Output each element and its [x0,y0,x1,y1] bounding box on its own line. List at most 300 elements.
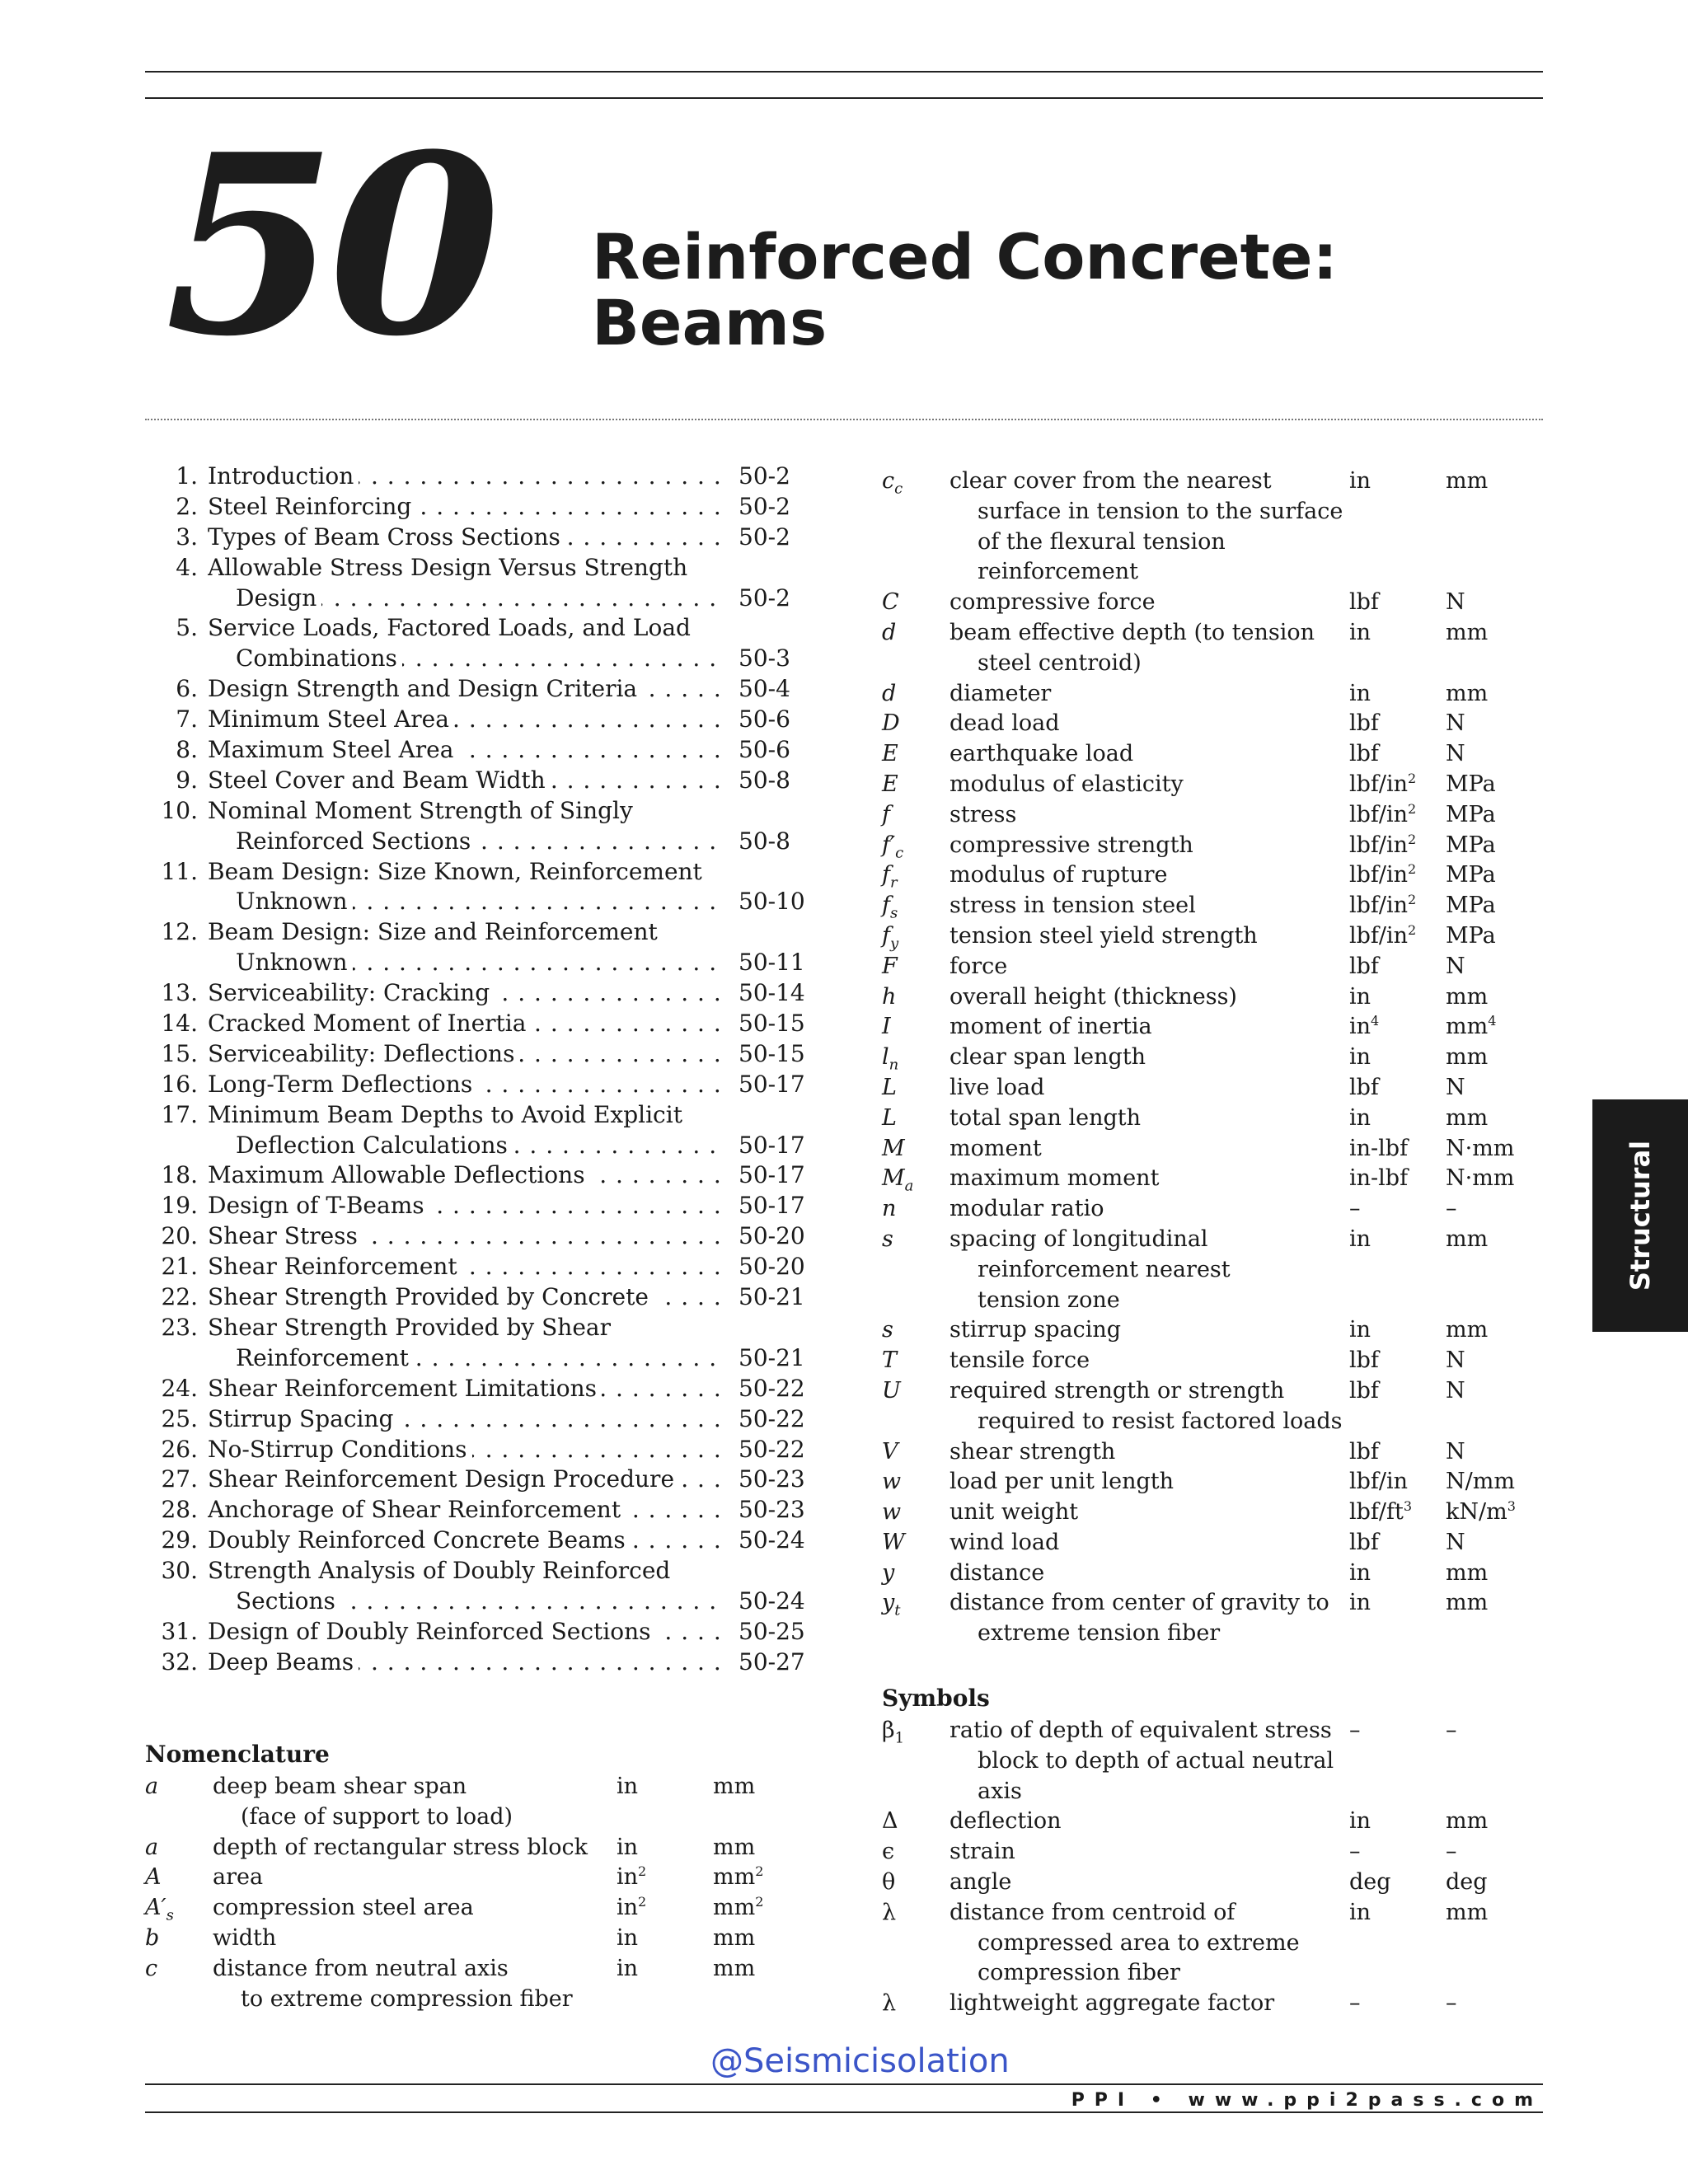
definition: diameter [950,680,1052,706]
nomenclature-row [145,1893,807,1924]
toc-page: 50-2 [727,523,796,553]
watermark: @Seismicisolation [710,2042,1010,2080]
nomenclature-row [882,1225,1556,1255]
nomenclature-row [882,1868,1556,1898]
nomenclature-row [882,1376,1556,1407]
si-unit [741,1802,807,1833]
si-unit: N [1446,741,1465,767]
nomenclature-row [882,1558,1556,1589]
toc-entry[interactable] [145,766,796,796]
nomenclature-row [882,1194,1556,1225]
nomenclature-row-continued [882,1286,1556,1316]
toc-entry[interactable] [145,1495,805,1526]
nomenclature-row [882,1837,1556,1868]
symbol [882,1286,950,1316]
si-unit: N [1446,1074,1465,1100]
si-unit: MPa [1446,832,1496,858]
symbol: A [145,1864,162,1891]
si-unit: N [1446,710,1465,737]
symbol: b [145,1924,160,1951]
toc-page: 50-17 [727,1070,796,1100]
toc-number: 20. [161,1222,198,1250]
us-unit [1377,1929,1474,1959]
toc-entry[interactable] [145,705,796,735]
toc-title-text: No-Stirrup Conditions [208,1436,472,1463]
nomenclature-row [882,952,1556,982]
toc-number: 6. [176,675,198,703]
nomenclature-row [882,1315,1556,1346]
definition: wind load [950,1529,1060,1555]
toc-entry[interactable] [145,1374,805,1404]
nomenclature-row [882,1104,1556,1134]
us-unit: lbf/$in^2$ [1349,770,1417,797]
si-unit: – [1446,1718,1457,1743]
header-divider [145,419,1543,420]
symbol: d [882,680,897,706]
nomenclature-heading: Nomenclature [145,1741,330,1768]
definition: reinforcement [978,559,1138,585]
toc-title-text: Types of Beam Cross Sections [208,523,565,551]
symbol [882,557,950,588]
toc-entry[interactable] [145,1100,796,1131]
toc-title-text: Nominal Moment Strength of Singly [208,797,638,824]
si-unit: $mm^4$ [1446,1013,1497,1040]
toc-title-text: Stirrup Spacing [208,1405,398,1432]
si-unit [1474,1777,1556,1807]
si-unit: mm [713,1774,756,1799]
definition: clear cover from the nearest [950,468,1272,494]
nomenclature-row [882,1134,1556,1165]
us-unit: in [1349,983,1372,1010]
us-unit: in [617,1774,639,1799]
us-unit: lbf/in [1349,1469,1409,1495]
toc-number: 11. [161,857,198,885]
nomenclature-row [882,921,1556,952]
symbol: c [145,1955,158,1981]
chapter-title [592,220,1338,359]
nomenclature-row-continued [882,1929,1556,1959]
symbol [882,1746,950,1777]
nomenclature-row-continued [882,1255,1556,1286]
toc-entry[interactable] [145,1404,805,1435]
toc-title-text: Maximum Allowable Deflections [208,1161,590,1188]
toc-page: 50-25 [727,1617,796,1647]
us-unit: in [617,1955,639,1981]
toc-number: 31. [161,1617,198,1645]
us-unit [1377,1407,1474,1437]
definition: distance from centroid of [950,1899,1236,1925]
toc-page [727,613,796,644]
symbol [882,1255,950,1286]
toc-entry-continued [145,1343,805,1374]
toc-number: 29. [161,1526,198,1554]
toc-entry[interactable] [145,1435,805,1465]
us-unit: lbf/$in^2$ [1349,892,1417,919]
symbol: λ [882,1990,897,2017]
symbol: $f_y$ [882,922,899,953]
definition: shear strength [950,1438,1116,1465]
toc-title [208,1617,727,1647]
toc-entry[interactable] [145,1465,805,1495]
si-unit: mm [1446,1899,1489,1925]
symbol: f [882,801,890,827]
toc-page: 50-24 [727,1526,796,1556]
toc-entry[interactable] [145,917,796,948]
toc-number: 10. [161,796,198,824]
us-unit: in [1349,1559,1372,1586]
toc-entry[interactable] [145,674,796,705]
symbol: D [882,710,900,737]
definition: steel centroid) [978,649,1142,676]
definition: unit weight [950,1499,1079,1526]
footer-rule-2 [145,2111,1543,2113]
nomenclature-row [882,982,1556,1013]
toc-entry[interactable] [145,1252,805,1282]
footer-rule [145,2083,1543,2085]
toc-number: 27. [161,1465,198,1493]
toc-page: 50-21 [727,1343,796,1374]
definition: clear span length [950,1044,1146,1071]
toc-page: 50-22 [727,1404,796,1435]
toc-entry[interactable] [145,978,805,1009]
toc-entry[interactable] [145,735,796,766]
symbol [882,1958,950,1989]
symbol: w [882,1499,902,1526]
toc-page: 50-17 [727,1191,796,1221]
si-unit: N [1446,589,1465,616]
toc-entry-continued [145,827,796,857]
toc-number: 25. [161,1404,198,1432]
si-unit [1474,1255,1556,1286]
definition: required strength or strength [950,1377,1285,1404]
symbol: $f_r$ [882,862,898,892]
toc-title-text: Serviceability: Deflections [208,1040,519,1067]
toc-entry[interactable] [145,462,796,492]
definition: ratio of depth of equivalent stress [950,1718,1332,1743]
toc-entry[interactable] [145,1160,805,1191]
toc-title-text: Steel Reinforcing [208,493,416,520]
toc-title-cont-text: Combinations [236,644,402,672]
toc-title-text: Anchorage of Shear Reinforcement [208,1496,626,1523]
toc-entry-continued [145,583,796,614]
toc-number: 16. [161,1070,198,1098]
toc-page [727,1556,796,1586]
toc-entry[interactable] [145,796,796,827]
si-unit: MPa [1446,862,1496,888]
toc-title-cont [236,1131,727,1161]
toc-title [208,1435,727,1465]
toc-page: 50-8 [727,766,796,796]
definition: modular ratio [950,1196,1104,1222]
si-unit: N [1446,1529,1465,1555]
top-rule-2 [145,97,1543,99]
nomenclature-row [882,618,1556,649]
toc-title [208,1556,727,1586]
toc-title [208,1313,727,1343]
footer-url: PPI • www.ppi2pass.com [1071,2090,1543,2111]
toc-number: 1. [176,462,198,490]
symbol: $f'_c$ [882,832,904,861]
nomenclature-row [882,891,1556,921]
nomenclature-row [145,1863,807,1893]
us-unit: lbf/$in^2$ [1349,921,1417,949]
toc-number: 22. [161,1283,198,1311]
toc-title-text: Serviceability: Cracking [208,979,495,1006]
toc-title [208,1070,727,1100]
si-unit: mm [1446,1044,1489,1071]
symbol: s [882,1317,893,1343]
toc-entry[interactable] [145,1282,805,1313]
nomenclature-row-continued [882,1777,1556,1807]
us-unit: lbf [1349,1347,1379,1374]
us-unit: lbf/$in^2$ [1349,831,1417,858]
si-unit: N [1446,1347,1465,1374]
toc-title [208,492,727,523]
symbol: V [882,1438,898,1465]
us-unit: deg [1349,1868,1391,1895]
toc-page: 50-8 [727,827,796,857]
definition: tensile force [950,1347,1090,1374]
toc-entry[interactable] [145,857,796,888]
si-unit: mm [1446,1808,1489,1835]
toc-entry[interactable] [145,1039,805,1070]
toc-title-text: Shear Stress [208,1222,363,1249]
toc-title-cont [236,583,727,614]
definition: distance from neutral axis [213,1955,509,1981]
toc-title-cont [236,1586,727,1617]
toc-page: 50-22 [727,1374,796,1404]
toc-page: 50-27 [727,1647,796,1678]
symbol: F [882,953,898,979]
us-unit [1377,557,1474,588]
section-tab-label: Structural [1625,1140,1656,1291]
si-unit: mm [1446,1559,1489,1586]
toc-title-text: Design of Doubly Reinforced Sections [208,1618,655,1645]
toc-number: 15. [161,1039,198,1067]
si-unit: N [1446,1438,1465,1465]
toc-number: 7. [176,705,198,733]
toc-title-text: Cracked Moment of Inertia [208,1010,531,1037]
si-unit: – [1446,1196,1457,1222]
nomenclature-row [882,1164,1556,1194]
definition: stress in tension steel [950,893,1196,919]
toc-entry[interactable] [145,1647,805,1678]
toc-title [208,1374,727,1404]
definition: maximum moment [950,1165,1160,1192]
toc-title [208,674,727,705]
us-unit: in-lbf [1349,1135,1409,1161]
toc-entry[interactable] [145,1009,805,1039]
symbol: E [882,771,898,797]
si-unit: N/mm [1446,1469,1515,1495]
toc-number: 19. [161,1192,198,1220]
us-unit: in [1349,1104,1372,1131]
si-unit: mm [1446,983,1489,1010]
symbols-list [882,1716,1556,2019]
si-unit: MPa [1446,771,1496,797]
toc-entry[interactable] [145,1070,805,1100]
toc-title-text: Long-Term Deflections [208,1071,477,1098]
symbol: $M_a$ [882,1165,914,1195]
symbol: W [882,1529,905,1555]
si-unit: mm [1446,1226,1489,1252]
top-rule [145,71,1543,73]
nomenclature-row [882,800,1556,831]
toc-title-text: Shear Reinforcement Design Procedure [208,1465,679,1493]
toc-page: 50-2 [727,492,796,523]
toc-entry[interactable] [145,492,796,523]
symbol: T [882,1347,898,1374]
toc-title [208,613,727,644]
definition: distance from center of gravity to [950,1590,1329,1616]
definition: required to resist factored loads [978,1408,1343,1434]
symbol: w [882,1469,902,1495]
us-unit: in [1349,680,1372,706]
toc-page: 50-24 [727,1586,796,1617]
us-unit: lbf [1349,589,1379,616]
definition: to extreme compression fiber [241,1985,573,2012]
si-unit: mm [1446,680,1489,706]
nomenclature-row-continued [882,649,1556,679]
us-unit [1377,1255,1474,1286]
definition: moment [950,1135,1042,1161]
definition: compressive strength [950,832,1193,858]
toc-page: 50-4 [727,674,796,705]
symbol [145,1985,213,2015]
toc-title [208,523,727,553]
toc-entry[interactable] [145,1526,805,1556]
symbol: d [882,619,897,645]
toc-title-text: Strength Analysis of Doubly Reinforced [208,1557,675,1584]
toc-entry[interactable] [145,553,796,583]
nomenclature-row [882,466,1556,497]
toc-number: 30. [161,1557,198,1585]
nomenclature-row-continued [882,1407,1556,1437]
nomenclature-row [882,770,1556,800]
si-unit: N [1446,953,1465,979]
si-unit [1474,1286,1556,1316]
symbol: E [882,741,898,767]
chapter-number: 50 [165,100,493,391]
toc-entry[interactable] [145,1221,805,1252]
definition: force [950,953,1008,979]
definition: load per unit length [950,1469,1174,1495]
toc-page: 50-23 [727,1495,796,1526]
symbol [882,1619,950,1649]
toc-entry-continued [145,1131,805,1161]
toc-page: 50-21 [727,1282,796,1313]
symbol: $f_s$ [882,893,898,922]
definition: earthquake load [950,741,1134,767]
toc-entry[interactable] [145,1313,796,1343]
toc-number: 4. [176,553,198,581]
nomenclature-row [882,860,1556,891]
toc-page: 50-2 [727,462,796,492]
toc-title [208,1009,727,1039]
toc-title-text: Beam Design: Size and Reinforcement [208,918,663,945]
toc-title-text: Steel Cover and Beam Width [208,766,551,794]
definition: block to depth of actual neutral [978,1747,1334,1774]
toc-page: 50-14 [727,978,796,1009]
toc-page [727,1100,796,1131]
us-unit [1377,527,1474,558]
toc-page: 50-20 [727,1252,796,1282]
definition: spacing of longitudinal [950,1226,1208,1252]
si-unit [1474,649,1556,679]
definition: compression fiber [978,1960,1180,1986]
toc-title-cont [236,1343,727,1374]
definition: modulus of elasticity [950,771,1184,797]
symbol: $\beta_1$ [882,1718,905,1747]
symbol: $y_t$ [882,1590,901,1619]
toc-number: 28. [161,1496,198,1524]
symbol: h [882,983,897,1010]
nomenclature-row [882,1467,1556,1497]
definition: strain [950,1839,1015,1865]
us-unit: in [1349,1590,1372,1616]
toc-title-cont [236,887,727,917]
toc-page: 50-10 [727,887,796,917]
us-unit: in [1349,1044,1372,1071]
nomenclature-row-continued [882,557,1556,588]
us-unit [1377,1958,1474,1989]
nomenclature-row-continued [882,1958,1556,1989]
si-unit: – [1446,1990,1457,2017]
us-unit [1377,497,1474,527]
toc-entry[interactable] [145,1556,796,1586]
symbol [882,649,950,679]
symbol: Δ [882,1808,898,1835]
toc-title [208,1100,727,1131]
toc-number: 13. [161,979,198,1007]
nomenclature-row-continued [145,1985,807,2015]
toc-title-cont-text: Design [236,584,321,612]
toc-entry[interactable] [145,1191,805,1221]
us-unit: in [1349,1226,1372,1252]
si-unit: mm [1446,1590,1489,1616]
nomenclature-row [882,588,1556,618]
nomenclature-row [882,1437,1556,1468]
us-unit: – [1349,1990,1361,2017]
symbol: L [882,1104,897,1131]
toc-title-cont-text: Sections [236,1587,340,1615]
toc-page: 50-15 [727,1039,796,1070]
toc-title [208,462,727,492]
definition: overall height (thickness) [950,983,1237,1010]
si-unit: mm [1446,468,1489,494]
definition: dead load [950,710,1060,737]
us-unit [1377,1777,1474,1807]
toc-entry[interactable] [145,523,796,553]
us-unit [645,1985,741,2015]
si-unit: $mm^2$ [713,1894,764,1921]
us-unit: in [1349,468,1372,494]
symbol: U [882,1377,901,1404]
us-unit: lbf [1349,953,1379,979]
definition: distance [950,1559,1045,1586]
symbol: y [882,1559,895,1586]
symbol: M [882,1135,905,1161]
us-unit [1377,1619,1474,1649]
nomenclature-row [145,1833,807,1863]
toc-entry[interactable] [145,1617,805,1647]
toc-entry[interactable] [145,613,796,644]
si-unit: $mm^2$ [713,1863,764,1891]
si-unit: MPa [1446,922,1496,949]
nomenclature-row [882,1528,1556,1558]
section-tab[interactable] [1592,1099,1688,1332]
toc-title [208,1465,727,1495]
